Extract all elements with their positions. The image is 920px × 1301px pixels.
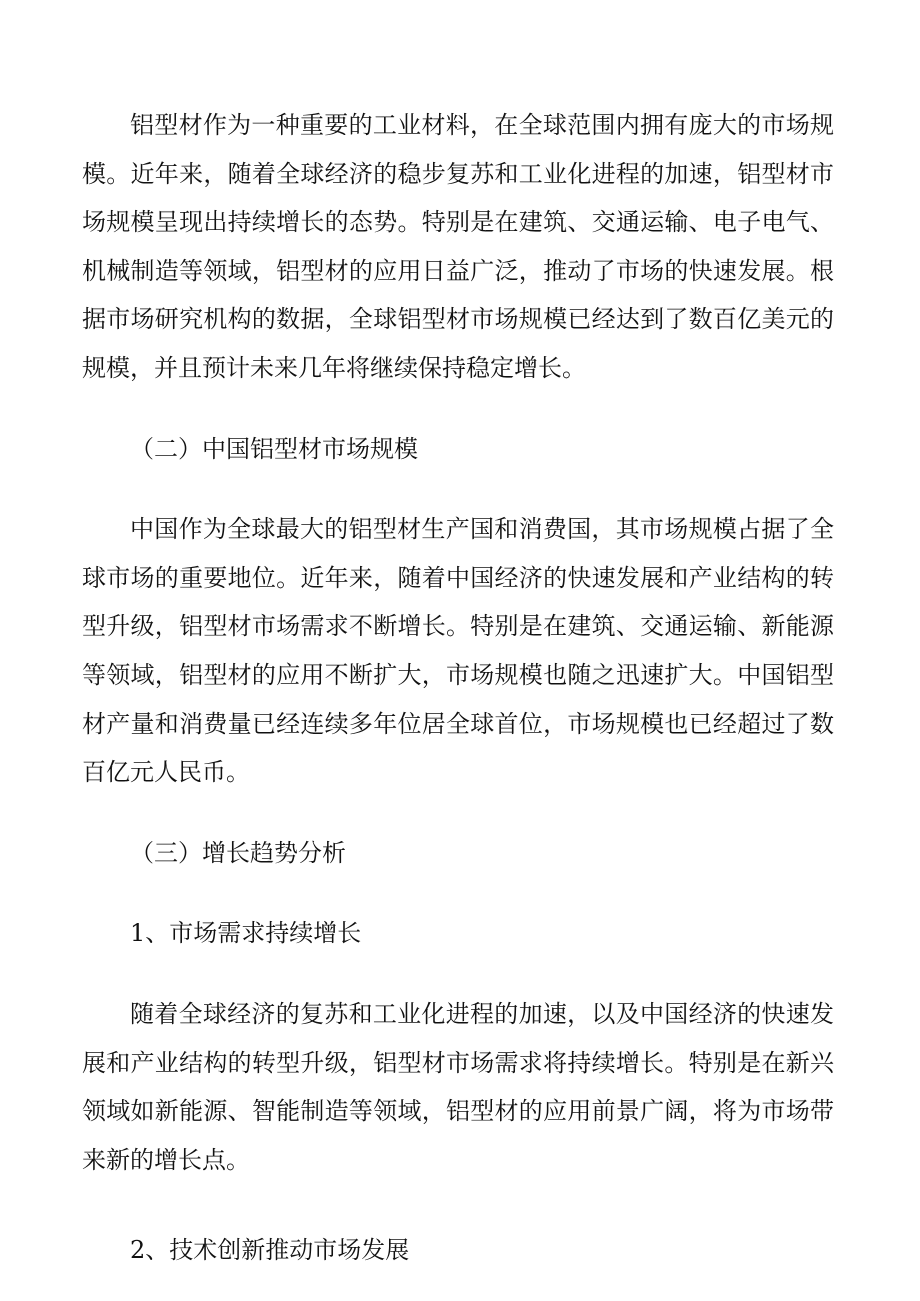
paragraph-demand-growth: 随着全球经济的复苏和工业化进程的加速，以及中国经济的快速发展和产业结构的转型升级，铝型材市场需求将持续增长。特别是在新兴领域如新能源、智能制造等领域，铝型材的应用前景广阔，将为市场带来新的增长点。 [82, 999, 834, 1174]
subheading-demand-growth: 1、市场需求持续增长 [130, 919, 362, 948]
paragraph-china-market-size: 中国作为全球最大的铝型材生产国和消费国，其市场规模占据了全球市场的重要地位。近年来，随着中国经济的快速发展和产业结构的转型升级，铝型材市场需求不断增长。特别是在建筑、交通运输、新能源等领域，铝型材的应用不断扩大，市场规模也随之迅速扩大。中国铝型材产量和消费量已经连续多年位居全球首位，市场规模也已经超过了数百亿元人民币。 [82, 515, 834, 787]
subheading-tech-innovation: 2、技术创新推动市场发展 [130, 1236, 410, 1265]
section-heading-china-market-size: （二）中国铝型材市场规模 [130, 434, 418, 463]
paragraph-global-market-size: 铝型材作为一种重要的工业材料，在全球范围内拥有庞大的市场规模。近年来，随着全球经济的稳步复苏和工业化进程的加速，铝型材市场规模呈现出持续增长的态势。特别是在建筑、交通运输、电子电气、机械制造等领域，铝型材的应用日益广泛，推动了市场的快速发展。根据市场研究机构的数据，全球铝型材市场规模已经达到了数百亿美元的规模，并且预计未来几年将继续保持稳定增长。 [82, 111, 834, 382]
section-heading-growth-trend: （三）增长趋势分析 [130, 838, 346, 867]
